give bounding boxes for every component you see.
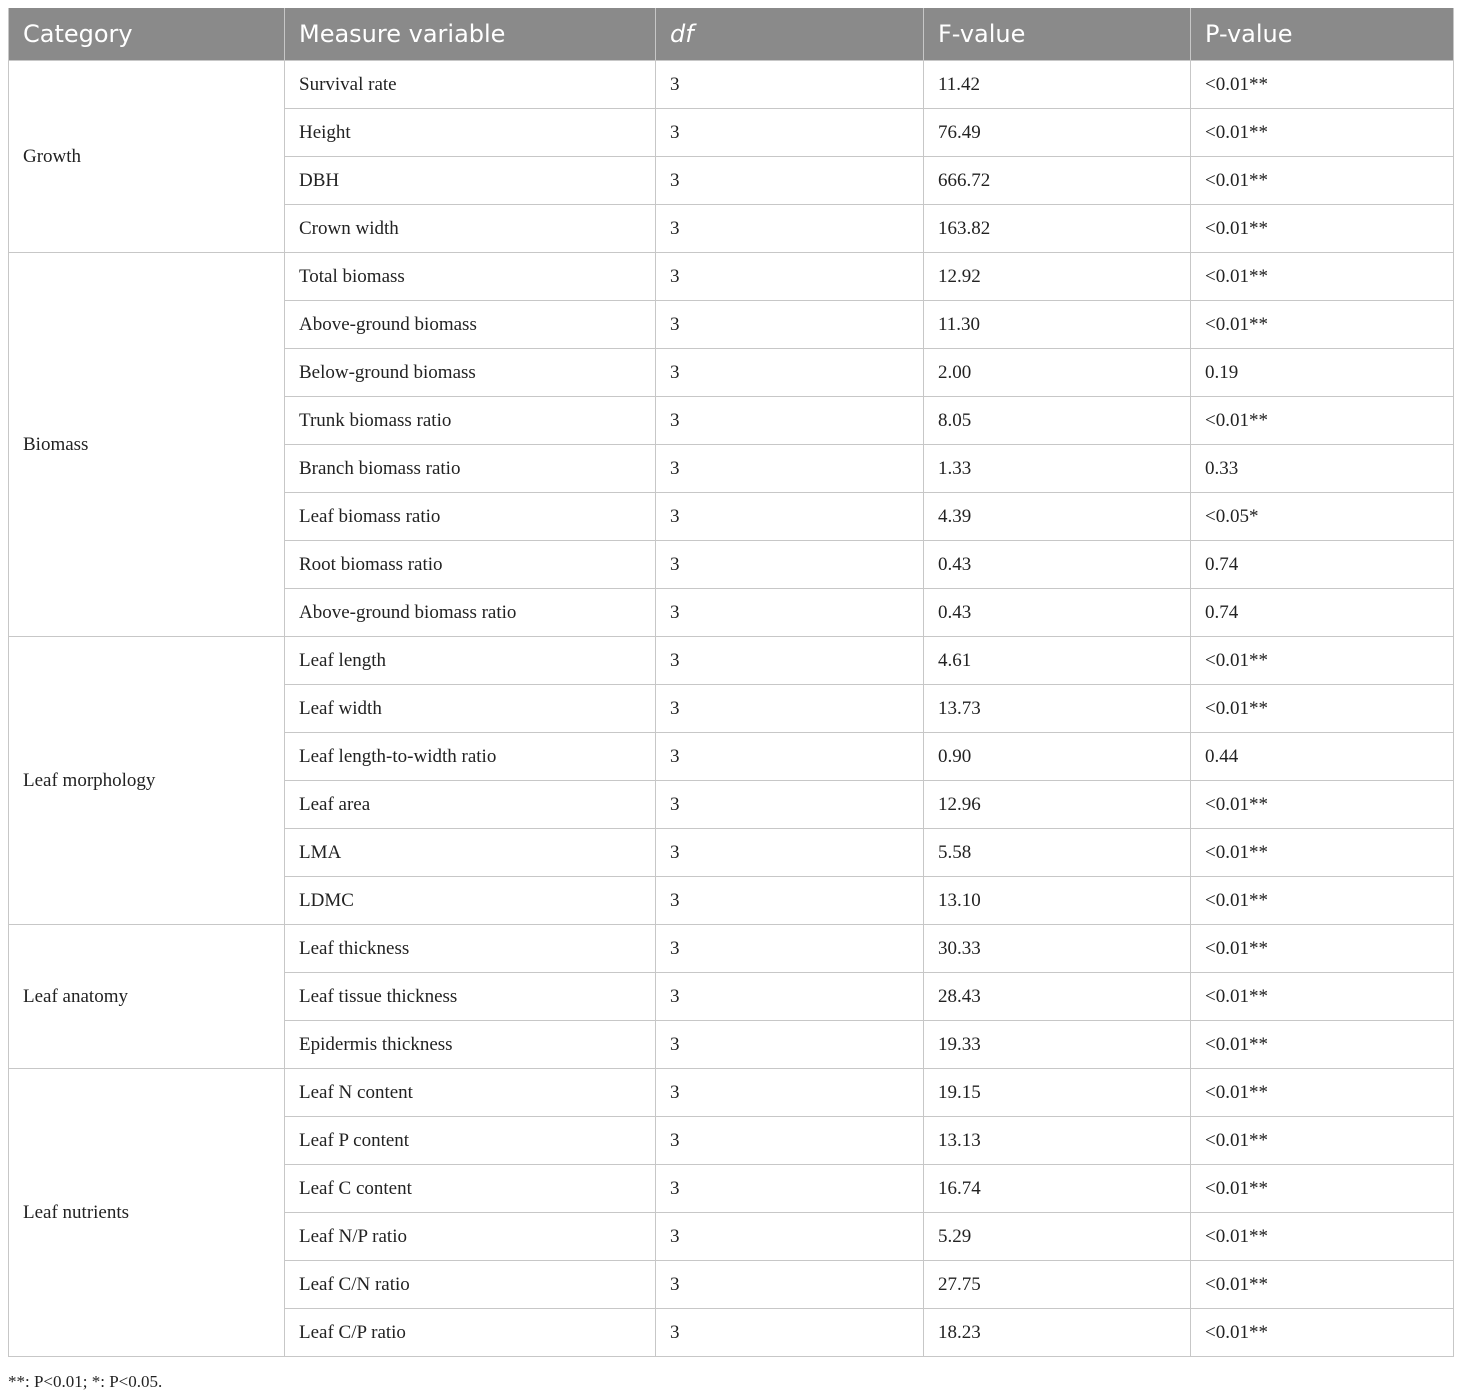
- header-category: Category: [9, 8, 285, 61]
- p-value-cell: <0.01**: [1191, 253, 1454, 301]
- p-value-cell: <0.01**: [1191, 1213, 1454, 1261]
- p-value-cell: <0.01**: [1191, 205, 1454, 253]
- measure-variable-cell: Leaf length-to-width ratio: [285, 733, 656, 781]
- f-value-cell: 12.92: [924, 253, 1191, 301]
- df-cell: 3: [656, 349, 924, 397]
- p-value-cell: <0.01**: [1191, 1117, 1454, 1165]
- measure-variable-cell: Leaf C content: [285, 1165, 656, 1213]
- f-value-cell: 16.74: [924, 1165, 1191, 1213]
- f-value-cell: 0.90: [924, 733, 1191, 781]
- df-cell: 3: [656, 445, 924, 493]
- f-value-cell: 76.49: [924, 109, 1191, 157]
- measure-variable-cell: Leaf P content: [285, 1117, 656, 1165]
- f-value-cell: 5.29: [924, 1213, 1191, 1261]
- measure-variable-cell: Leaf C/N ratio: [285, 1261, 656, 1309]
- measure-variable-cell: Trunk biomass ratio: [285, 397, 656, 445]
- p-value-cell: 0.19: [1191, 349, 1454, 397]
- df-cell: 3: [656, 61, 924, 109]
- p-value-cell: <0.01**: [1191, 973, 1454, 1021]
- category-cell: Leaf morphology: [9, 637, 285, 925]
- table-header: [9, 8, 1454, 61]
- table-row: [9, 61, 1454, 109]
- p-value-cell: <0.01**: [1191, 1021, 1454, 1069]
- f-value-cell: 666.72: [924, 157, 1191, 205]
- table-footnote: **: P<0.01; *: P<0.05.: [8, 1372, 163, 1391]
- measure-variable-cell: Leaf length: [285, 637, 656, 685]
- header-df: df: [656, 8, 924, 61]
- df-cell: 3: [656, 685, 924, 733]
- f-value-cell: 0.43: [924, 589, 1191, 637]
- p-value-cell: <0.05*: [1191, 493, 1454, 541]
- f-value-cell: 4.39: [924, 493, 1191, 541]
- table-row: [9, 925, 1454, 973]
- p-value-cell: 0.44: [1191, 733, 1454, 781]
- p-value-cell: <0.01**: [1191, 637, 1454, 685]
- df-cell: 3: [656, 925, 924, 973]
- f-value-cell: 11.42: [924, 61, 1191, 109]
- f-value-cell: 12.96: [924, 781, 1191, 829]
- table-row: [9, 1069, 1454, 1117]
- df-cell: 3: [656, 493, 924, 541]
- df-cell: 3: [656, 829, 924, 877]
- measure-variable-cell: Total biomass: [285, 253, 656, 301]
- p-value-cell: <0.01**: [1191, 877, 1454, 925]
- header-p-value: P-value: [1191, 8, 1454, 61]
- measure-variable-cell: Survival rate: [285, 61, 656, 109]
- p-value-cell: <0.01**: [1191, 829, 1454, 877]
- category-cell: Growth: [9, 61, 285, 253]
- measure-variable-cell: Leaf N/P ratio: [285, 1213, 656, 1261]
- df-cell: 3: [656, 301, 924, 349]
- table-body: [9, 61, 1454, 1357]
- category-cell: Leaf nutrients: [9, 1069, 285, 1357]
- measure-variable-cell: Leaf C/P ratio: [285, 1309, 656, 1357]
- df-cell: 3: [656, 1069, 924, 1117]
- f-value-cell: 4.61: [924, 637, 1191, 685]
- f-value-cell: 13.73: [924, 685, 1191, 733]
- category-cell: Leaf anatomy: [9, 925, 285, 1069]
- p-value-cell: <0.01**: [1191, 925, 1454, 973]
- f-value-cell: 5.58: [924, 829, 1191, 877]
- measure-variable-cell: Above-ground biomass ratio: [285, 589, 656, 637]
- df-cell: 3: [656, 1117, 924, 1165]
- measure-variable-cell: LDMC: [285, 877, 656, 925]
- f-value-cell: 13.13: [924, 1117, 1191, 1165]
- df-cell: 3: [656, 1021, 924, 1069]
- df-cell: 3: [656, 973, 924, 1021]
- measure-variable-cell: Branch biomass ratio: [285, 445, 656, 493]
- f-value-cell: 8.05: [924, 397, 1191, 445]
- f-value-cell: 19.33: [924, 1021, 1191, 1069]
- measure-variable-cell: Leaf N content: [285, 1069, 656, 1117]
- measure-variable-cell: Height: [285, 109, 656, 157]
- p-value-cell: 0.74: [1191, 541, 1454, 589]
- measure-variable-cell: Crown width: [285, 205, 656, 253]
- p-value-cell: 0.33: [1191, 445, 1454, 493]
- p-value-cell: <0.01**: [1191, 397, 1454, 445]
- table-row: [9, 637, 1454, 685]
- measure-variable-cell: Epidermis thickness: [285, 1021, 656, 1069]
- df-cell: 3: [656, 157, 924, 205]
- f-value-cell: 0.43: [924, 541, 1191, 589]
- measure-variable-cell: Below-ground biomass: [285, 349, 656, 397]
- measure-variable-cell: Above-ground biomass: [285, 301, 656, 349]
- header-row: [9, 8, 1454, 61]
- f-value-cell: 27.75: [924, 1261, 1191, 1309]
- df-cell: 3: [656, 733, 924, 781]
- df-cell: 3: [656, 1261, 924, 1309]
- f-value-cell: 28.43: [924, 973, 1191, 1021]
- df-cell: 3: [656, 877, 924, 925]
- f-value-cell: 2.00: [924, 349, 1191, 397]
- df-cell: 3: [656, 1213, 924, 1261]
- measure-variable-cell: DBH: [285, 157, 656, 205]
- df-cell: 3: [656, 1165, 924, 1213]
- header-f-value: F-value: [924, 8, 1191, 61]
- p-value-cell: <0.01**: [1191, 1165, 1454, 1213]
- category-cell: Biomass: [9, 253, 285, 637]
- df-cell: 3: [656, 1309, 924, 1357]
- df-cell: 3: [656, 397, 924, 445]
- measure-variable-cell: Root biomass ratio: [285, 541, 656, 589]
- f-value-cell: 18.23: [924, 1309, 1191, 1357]
- f-value-cell: 13.10: [924, 877, 1191, 925]
- p-value-cell: <0.01**: [1191, 157, 1454, 205]
- anova-table: [8, 8, 1454, 1357]
- p-value-cell: <0.01**: [1191, 61, 1454, 109]
- p-value-cell: 0.74: [1191, 589, 1454, 637]
- f-value-cell: 30.33: [924, 925, 1191, 973]
- p-value-cell: <0.01**: [1191, 301, 1454, 349]
- f-value-cell: 1.33: [924, 445, 1191, 493]
- p-value-cell: <0.01**: [1191, 1309, 1454, 1357]
- measure-variable-cell: Leaf biomass ratio: [285, 493, 656, 541]
- measure-variable-cell: Leaf width: [285, 685, 656, 733]
- df-cell: 3: [656, 781, 924, 829]
- df-cell: 3: [656, 253, 924, 301]
- anova-table-container: [8, 8, 1453, 1357]
- measure-variable-cell: LMA: [285, 829, 656, 877]
- f-value-cell: 19.15: [924, 1069, 1191, 1117]
- df-cell: 3: [656, 541, 924, 589]
- f-value-cell: 163.82: [924, 205, 1191, 253]
- df-cell: 3: [656, 205, 924, 253]
- measure-variable-cell: Leaf area: [285, 781, 656, 829]
- measure-variable-cell: Leaf tissue thickness: [285, 973, 656, 1021]
- p-value-cell: <0.01**: [1191, 1069, 1454, 1117]
- p-value-cell: <0.01**: [1191, 685, 1454, 733]
- table-row: [9, 253, 1454, 301]
- header-measure-variable: Measure variable: [285, 8, 656, 61]
- df-cell: 3: [656, 637, 924, 685]
- df-cell: 3: [656, 589, 924, 637]
- measure-variable-cell: Leaf thickness: [285, 925, 656, 973]
- p-value-cell: <0.01**: [1191, 781, 1454, 829]
- p-value-cell: <0.01**: [1191, 109, 1454, 157]
- p-value-cell: <0.01**: [1191, 1261, 1454, 1309]
- df-cell: 3: [656, 109, 924, 157]
- f-value-cell: 11.30: [924, 301, 1191, 349]
